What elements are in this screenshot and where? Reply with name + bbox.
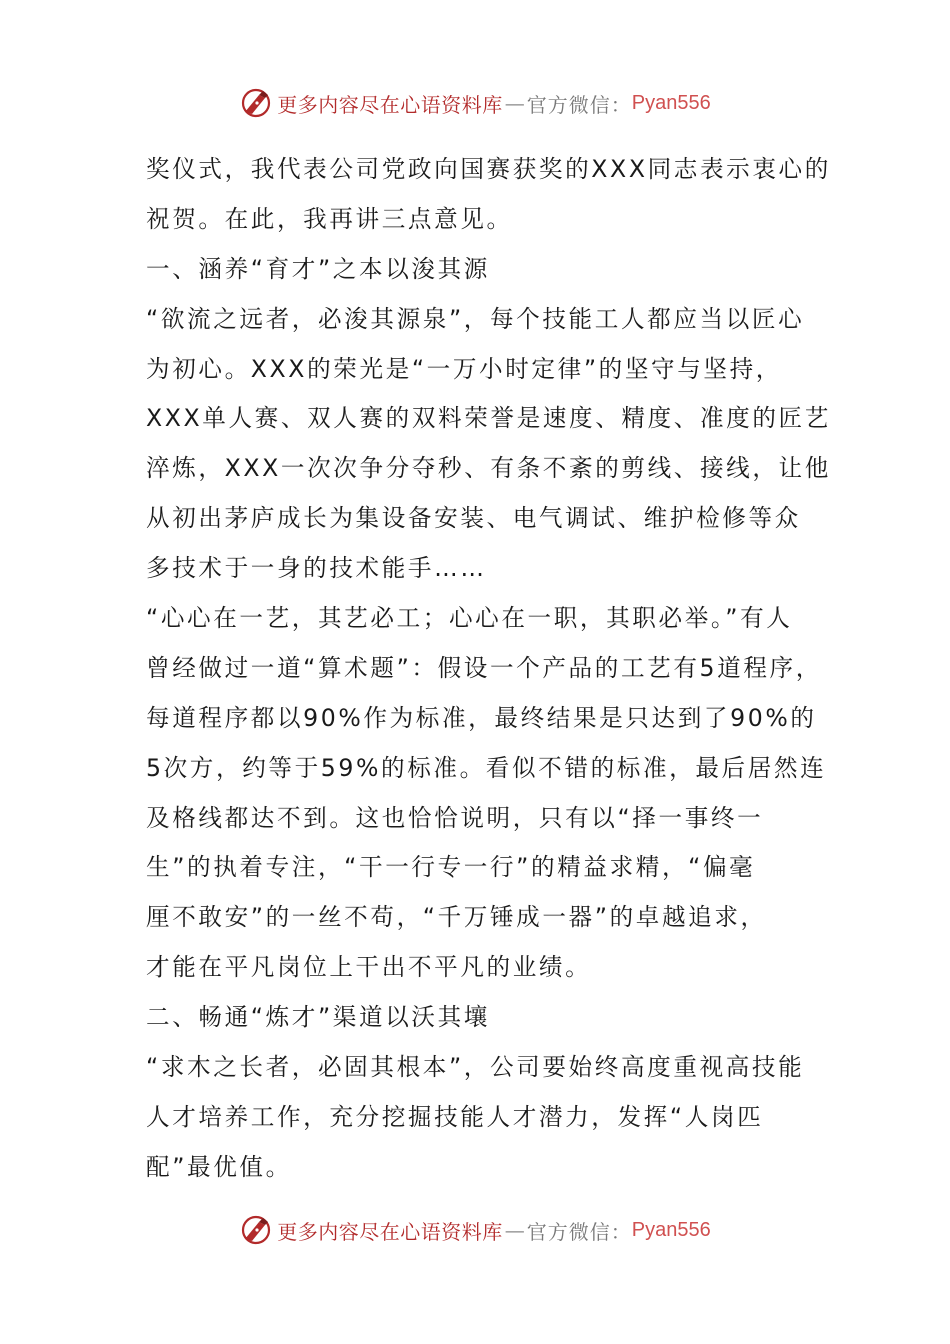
banner-text: 更多内容尽在心语资料库 [277, 92, 503, 117]
section-heading: 一、涵养“育才”之本以浚其源 [146, 254, 490, 283]
text-line: 祝贺。在此，我再讲三点意见。 [146, 204, 513, 233]
text-line: 多技术于一身的技术能手…… [146, 554, 487, 583]
text-line: 淬炼，XXX一次次争分夺秒、有条不紊的剪线、接线，让他 [146, 454, 831, 483]
header-watermark-banner [0, 83, 950, 123]
text-line: 才能在平凡岗位上干出不平凡的业绩。 [146, 953, 592, 982]
text-line: XXX单人赛、双人赛的双料荣誉是速度、精度、准度的匠艺 [146, 404, 831, 433]
text-line: 为初心。XXX的荣光是“一万小时定律”的坚守与坚持， [146, 354, 783, 383]
pen-nib-logo-icon [239, 1213, 273, 1247]
pen-nib-logo-icon [239, 86, 273, 120]
text-line: 5次方，约等于59%的标准。看似不错的标准，最后居然连 [146, 753, 827, 782]
text-line: 配”最优值。 [146, 1152, 292, 1181]
section-heading: 二、畅通“炼才”渠道以沃其壤 [146, 1003, 490, 1032]
text-line: 厘不敢安”的一丝不苟，“千万锤成一器”的卓越追求， [146, 903, 767, 932]
banner-wechat-label: 官方微信： [526, 92, 632, 117]
text-line: 每道程序都以90%作为标准，最终结果是只达到了90%的 [146, 703, 817, 732]
text-line: “欲流之远者，必浚其源泉”，每个技能工人都应当以匠心 [146, 304, 805, 333]
banner-wechat-id: Pyan556 [631, 1218, 711, 1241]
text-line: 及格线都达不到。这也恰恰说明，只有以“择一事终一 [146, 803, 764, 832]
banner-wechat-id: Pyan556 [631, 91, 711, 114]
footer-watermark-banner [0, 1210, 950, 1250]
banner-wechat-label: 官方微信： [526, 1219, 632, 1244]
text-line: 从初出茅庐成长为集设备安装、电气调试、维护检修等众 [146, 504, 801, 533]
text-line: 奖仪式，我代表公司党政向国赛获奖的XXX同志表示衷心的 [146, 155, 831, 183]
banner-text: 更多内容尽在心语资料库 [277, 1219, 503, 1244]
text-line: 生”的执着专注，“干一行专一行”的精益求精，“偏毫 [146, 853, 756, 882]
text-line: “心心在一艺，其艺必工；心心在一职，其职必举。”有人 [146, 604, 793, 633]
text-line: “求木之长者，必固其根本”，公司要始终高度重视高技能 [146, 1053, 805, 1082]
banner-separator: — [504, 91, 525, 115]
document-body [146, 145, 831, 1193]
text-line: 曾经做过一道“算术题”：假设一个产品的工艺有5道程序， [146, 653, 822, 682]
banner-separator: — [504, 1218, 525, 1242]
text-line: 人才培养工作，充分挖掘技能人才潜力，发挥“人岗匹 [146, 1102, 764, 1131]
